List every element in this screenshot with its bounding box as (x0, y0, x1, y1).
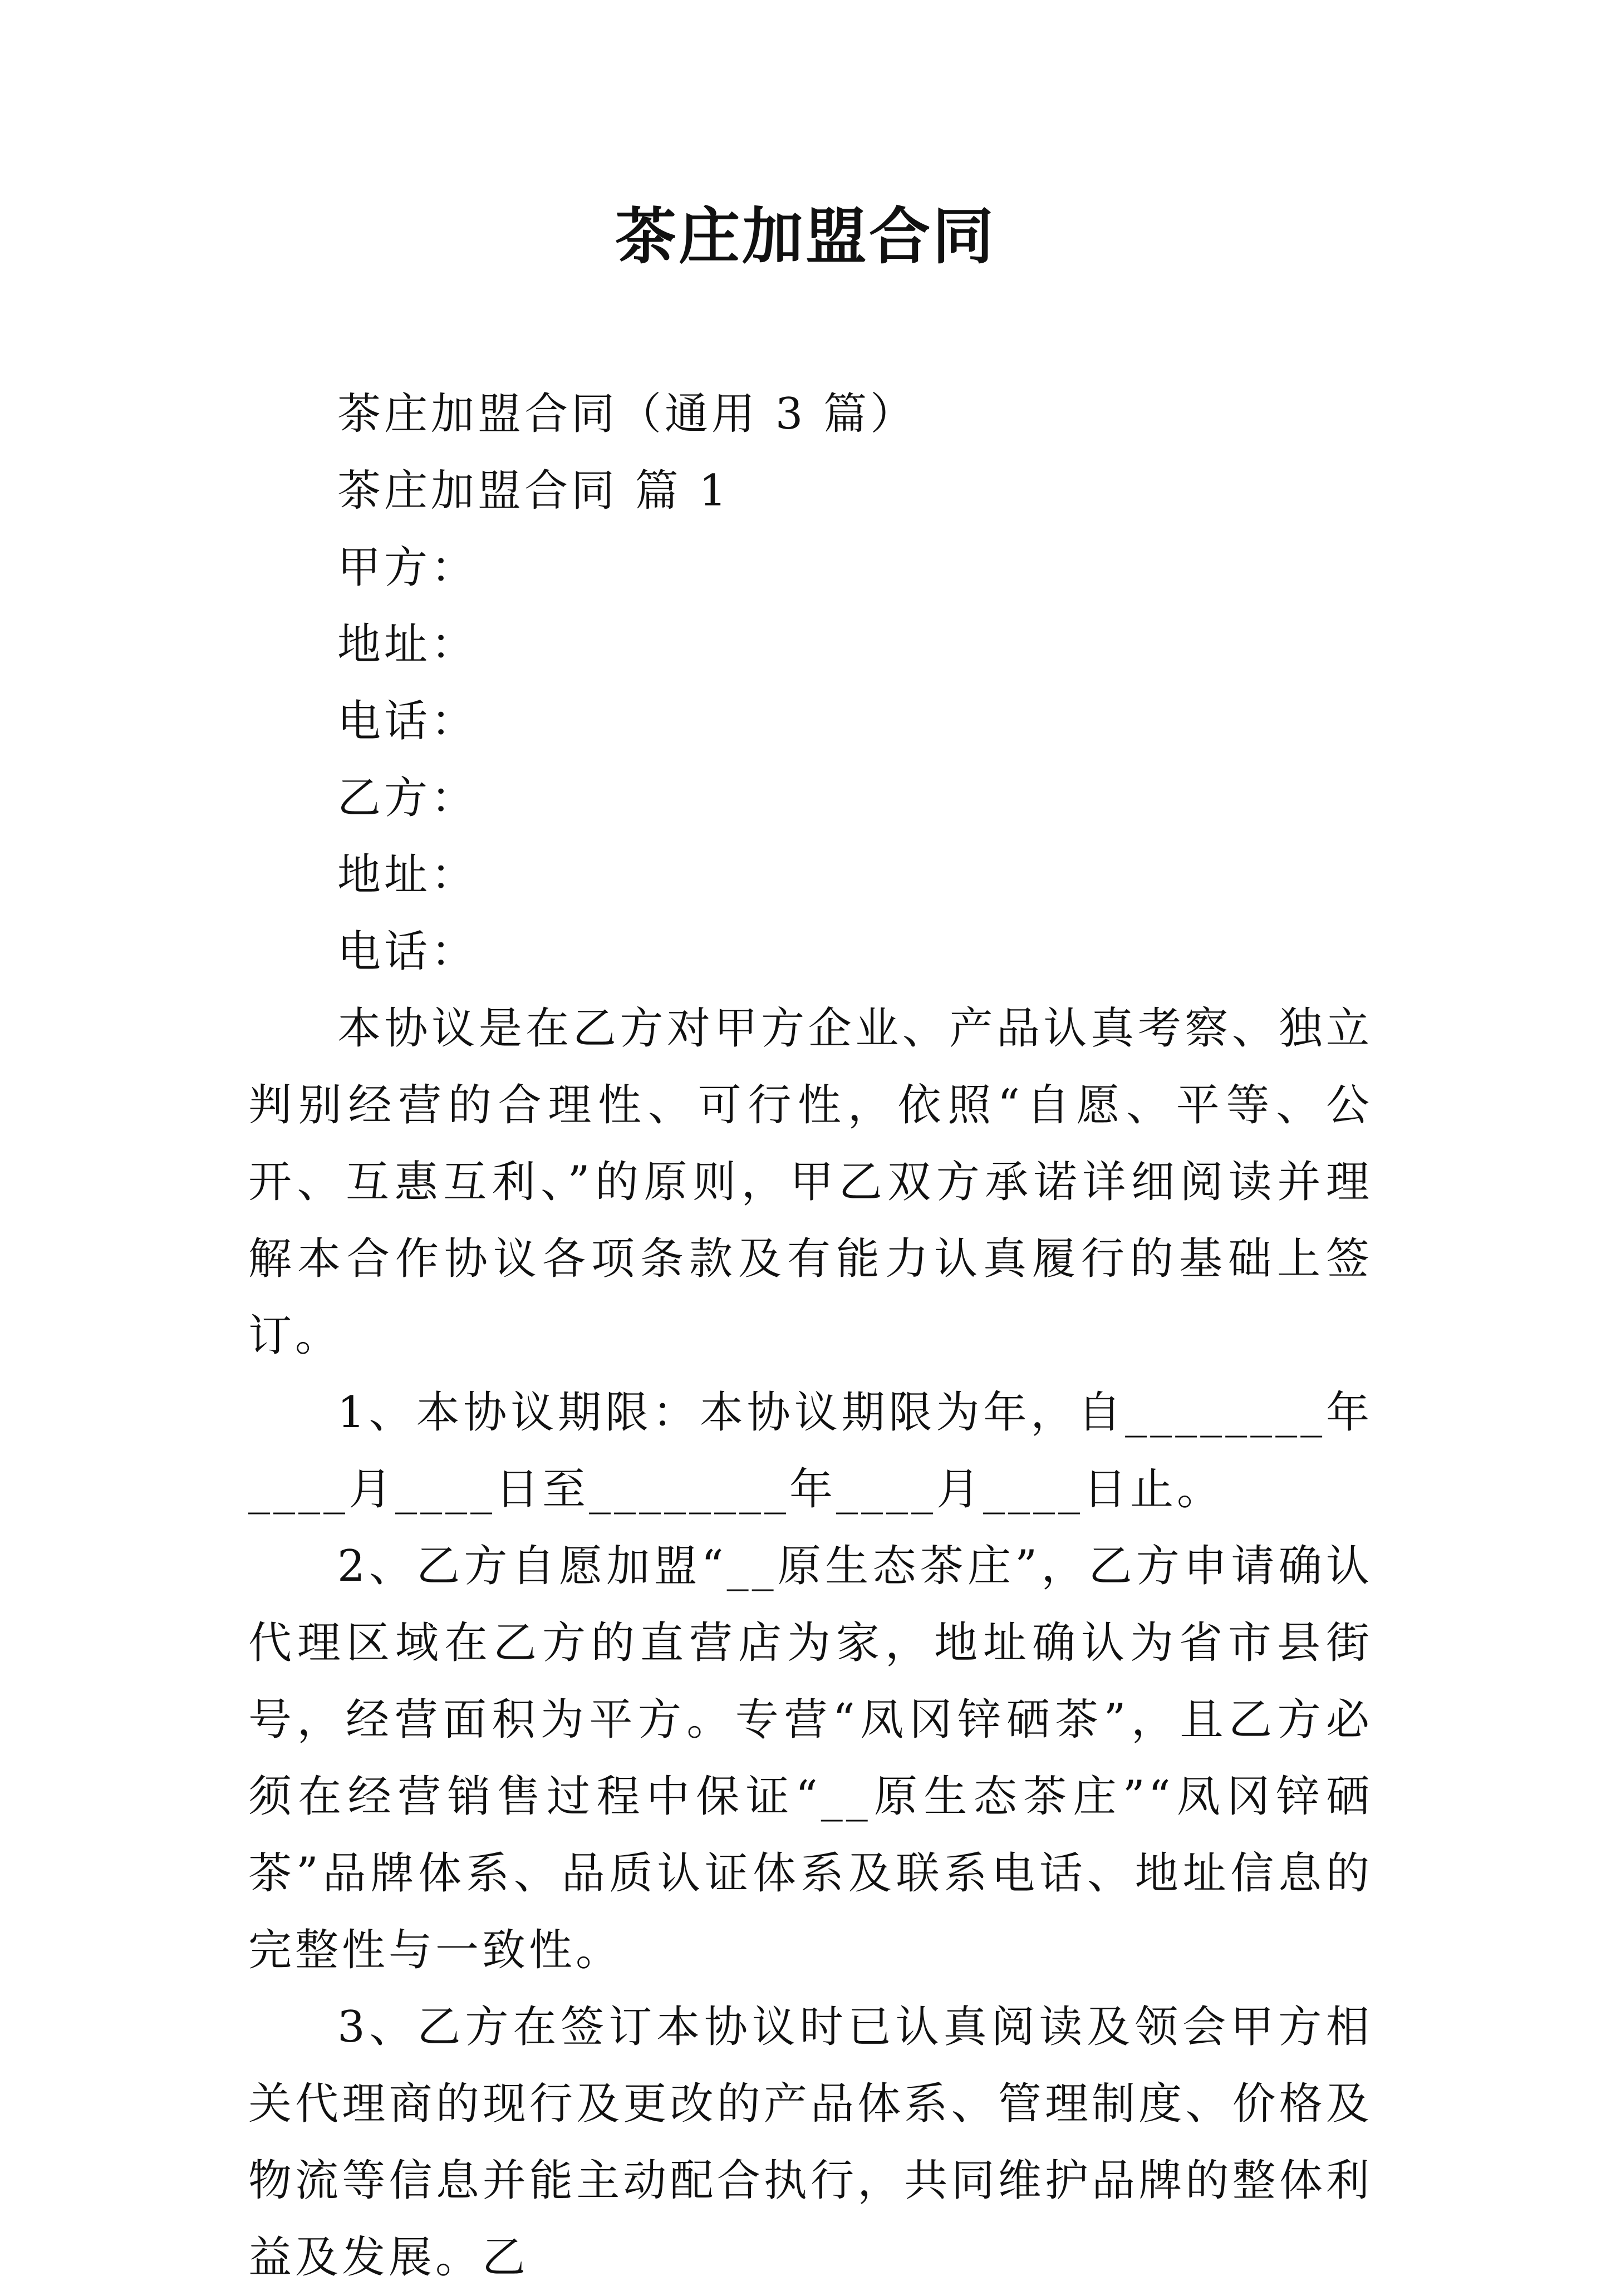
section-heading: 茶庄加盟合同 篇 1 (337, 466, 730, 516)
clause-3-paragraph: 3、乙方在签订本协议时已认真阅读及领会甲方相关代理商的现行及更改的产品体系、管理制度、价格及物流等信息并能主动配合执行，共同维护品牌的整体利益及发展。乙 (248, 2002, 1373, 2283)
party-b-address-label: 地址： (337, 850, 478, 900)
intro-paragraph: 本协议是在乙方对甲方企业、产品认真考察、独立判别经营的合理性、可行性，依照“自愿、平等、公开、互惠互利、”的原则，甲乙双方承诺详细阅读并理解本合作协议各项条款及有能力认真履行的基础上签订。 (248, 1004, 1373, 1361)
document-body (248, 376, 1373, 2296)
document-title: 茶庄加盟合同 (615, 200, 996, 272)
party-a-address-label: 地址： (337, 620, 478, 670)
party-a-phone-label: 电话： (337, 696, 478, 746)
party-a-label: 甲方： (337, 543, 478, 593)
party-b-label: 乙方： (337, 773, 478, 823)
clause-1-paragraph: 1、本协议期限：本协议期限为年，自________年____月____日至________年____月____日止。 (248, 1388, 1373, 1515)
document-subtitle: 茶庄加盟合同（通用 3 篇） (337, 389, 917, 439)
party-b-phone-label: 电话： (337, 927, 478, 977)
clause-2-paragraph: 2、乙方自愿加盟“__原生态茶庄”，乙方申请确认代理区域在乙方的直营店为家，地址确认为省市县街号，经营面积为平方。专营“凤冈锌硒茶”，且乙方必须在经营销售过程中保证“__原生态茶庄”“凤冈锌硒茶”品牌体系、品质认证体系及联系电话、地址信息的完整性与一致性。 (248, 1541, 1373, 1975)
